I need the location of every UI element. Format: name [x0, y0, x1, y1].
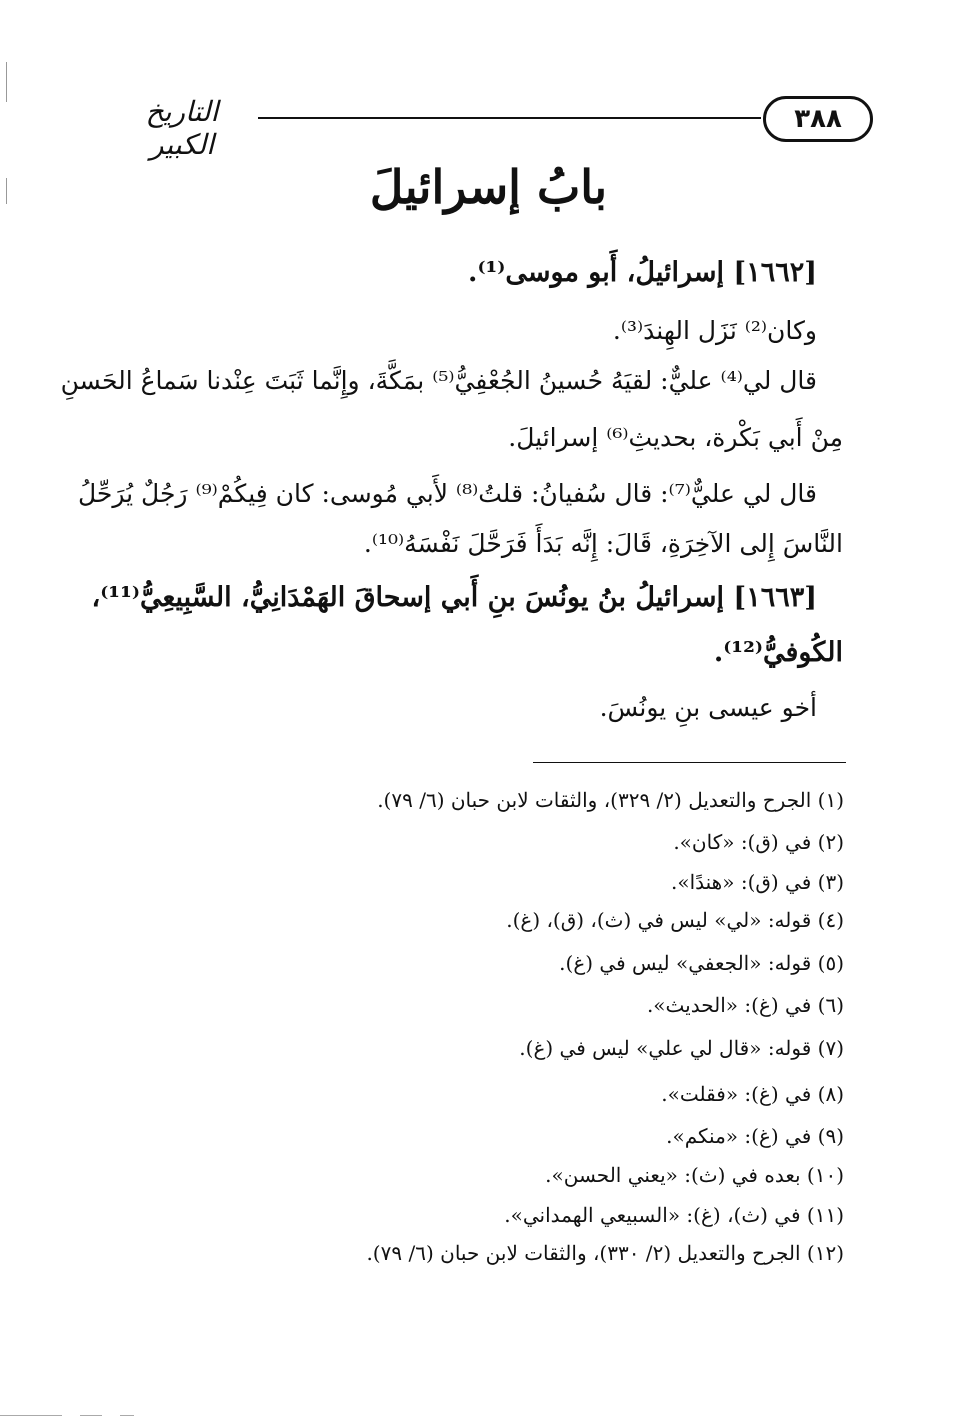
page-header — [110, 93, 873, 161]
entry-heading: [١٦٦٣] إسرائيلُ بنُ يونُسَ بنِ أَبي إسحاقَ الهَمْدَانِيُّ، السَّبِيعِيُّ⁽¹¹⁾، — [91, 582, 817, 613]
footnote: (٢) في (ق): «كان». — [673, 830, 844, 854]
footnote: (١٠) بعده في (ث): «يعني الحسن». — [545, 1163, 844, 1187]
chapter-title: بابُ إسرائيلَ — [369, 160, 608, 214]
footnote: (٥) قوله: «الجعفي» ليس في (غ). — [559, 951, 844, 975]
text-line: وكان⁽²⁾ نَزَل الهِندَ⁽³⁾. — [612, 316, 817, 345]
footnote: (٩) في (غ): «منكم». — [666, 1124, 844, 1148]
scan-edge-mark — [120, 1415, 134, 1416]
text-line: مِنْ أَبي بَكْرة، بحديثِ⁽⁶⁾ إسرائيلَ. — [508, 423, 843, 452]
scan-edge-mark — [80, 1415, 102, 1416]
scan-edge-mark — [0, 1415, 62, 1416]
text-line: قال لي عليٌّ⁽⁷⁾: قال سُفيانُ: قلتُ⁽⁸⁾ لأَبي مُوسى: كان فِيكُمْ⁽⁹⁾ رَجُلٌ يُرَحِّلُ — [77, 479, 817, 508]
header-rule — [258, 117, 761, 119]
footnote: (١١) في (ث)، (غ): «السبيعي الهمداني». — [504, 1203, 844, 1227]
page-number: ٣٨٨ — [763, 96, 873, 142]
footnote: (١٢) الجرح والتعديل (٢/ ٣٣٠)، والثقات لابن حبان (٦/ ٧٩). — [366, 1241, 844, 1265]
text-line: الكُوفيُّ⁽¹²⁾. — [713, 637, 843, 668]
book-title: التاريخ الكبير — [145, 95, 219, 161]
text-line: النَّاسَ إِلى الآخِرَةِ، قَالَ: إِنَّه بَدَأَ فَرَحَّلَ نَفْسَهُ⁽¹⁰⁾. — [363, 529, 843, 558]
footnote: (٦) في (غ): «الحديث». — [646, 993, 844, 1017]
footnote: (٤) قوله: «لي» ليس في (ث)، (ق)، (غ). — [506, 908, 844, 932]
text-line: قال لي⁽⁴⁾ عليٌّ: لقيَهُ حُسينُ الجُعْفِيُّ⁽⁵⁾ بمَكَّةَ، وإِنَّما ثَبَتَ عِنْدنا سَماعُ الحَسنِ — [60, 366, 817, 395]
footnote: (٣) في (ق): «هندًا». — [671, 870, 844, 894]
text-line: أخو عيسى بنِ يونُسَ. — [599, 693, 817, 722]
footnote: (١) الجرح والتعديل (٢/ ٣٢٩)، والثقات لابن حبان (٦/ ٧٩). — [377, 788, 844, 812]
entry-heading: [١٦٦٢] إسرائيلُ، أَبو موسى⁽¹⁾. — [468, 257, 817, 288]
scan-edge-mark — [6, 62, 7, 102]
footnote: (٨) في (غ): «فقلت». — [661, 1082, 844, 1106]
footnote: (٧) قوله: «قال لي علي» ليس في (غ). — [519, 1036, 844, 1060]
footnote-separator — [533, 762, 846, 763]
